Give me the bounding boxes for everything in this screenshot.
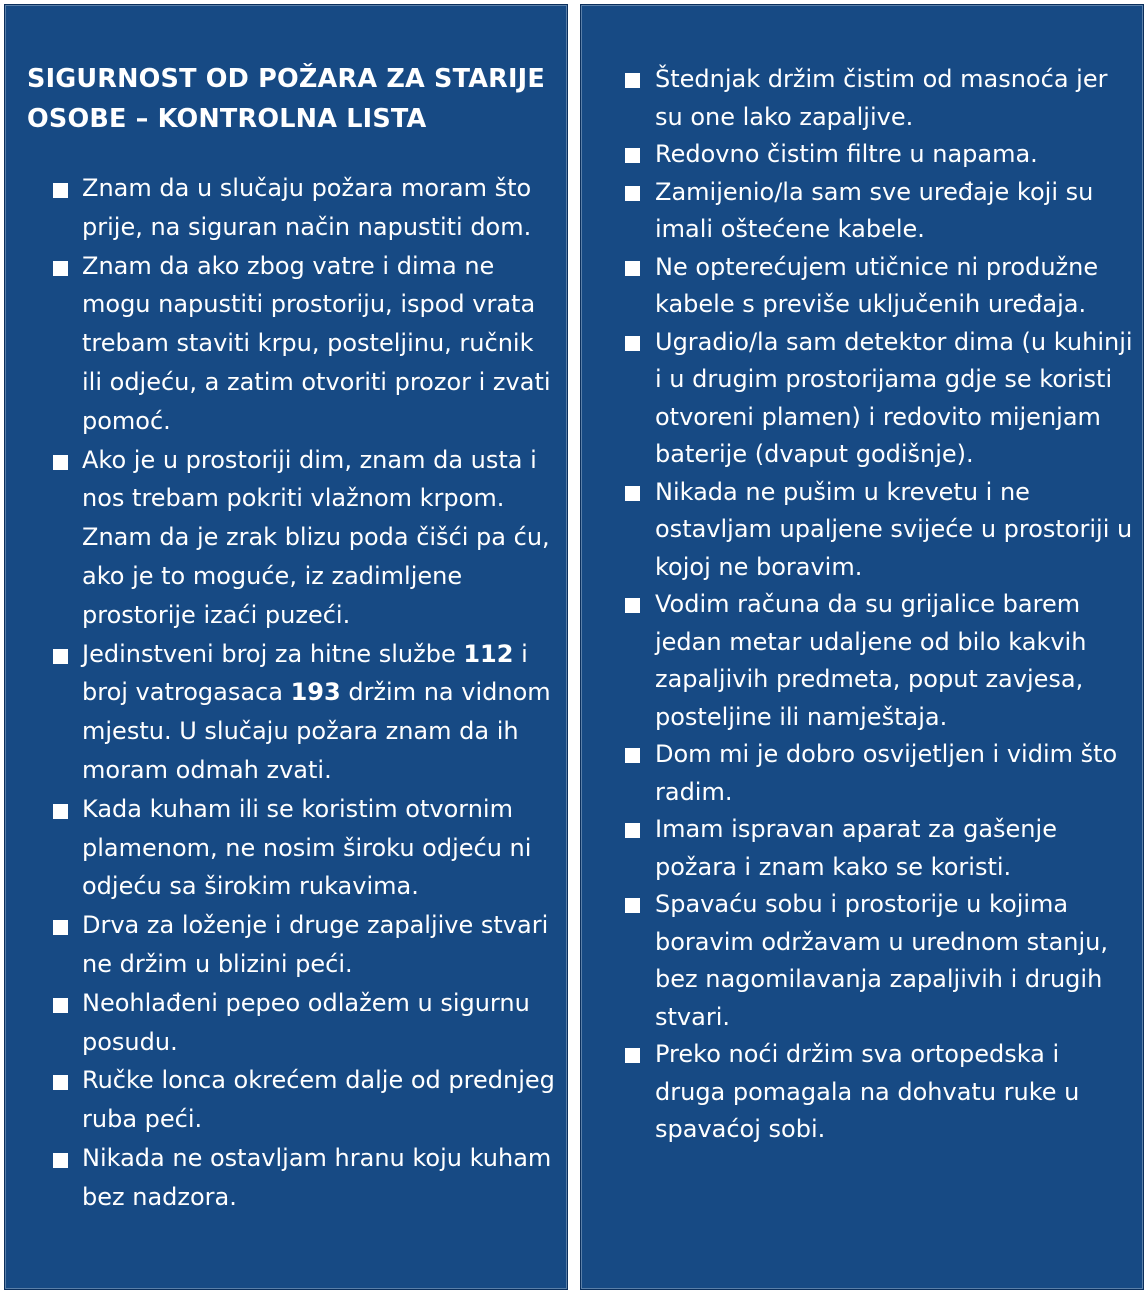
- checklist-item-text: Dom mi je dobro osvijetljen i vidim što radim.: [655, 740, 1118, 806]
- checkbox-square-icon[interactable]: [625, 748, 640, 763]
- checklist-item-text: Zamijenio/la sam sve uređaje koji su imali oštećene kabele.: [655, 177, 1094, 243]
- checklist-item: [619, 249, 1133, 324]
- checkbox-square-icon[interactable]: [53, 649, 68, 664]
- checklist-item: [47, 441, 557, 635]
- checkbox-square-icon[interactable]: [625, 598, 640, 613]
- checkbox-square-icon[interactable]: [625, 898, 640, 913]
- checklist-item-text: Spavaću sobu i prostorije u kojima boravim održavam u urednom stanju, bez nagomilavanja zapaljivih i drugih stvari.: [655, 890, 1109, 1031]
- checklist-item: [619, 736, 1133, 811]
- checklist-item: [47, 1061, 557, 1139]
- checklist-item-text: Znam da ako zbog vatre i dima ne mogu napustiti prostoriju, ispod vrata trebam staviti krpu, posteljinu, ručnik ili odjeću, a zatim otvoriti prozor i zvati pomoć.: [82, 251, 551, 435]
- left-checklist-panel: [4, 4, 568, 1290]
- checklist-item-text: Redovno čistim filtre u napama.: [655, 140, 1038, 168]
- checklist-item-text: Kada kuham ili se koristim otvornim plamenom, ne nosim široku odjeću ni odjeću sa širokim rukavima.: [82, 794, 532, 901]
- checklist-item-text: Nikada ne pušim u krevetu i ne ostavljam upaljene svijeće u prostoriji u kojoj ne boravim.: [655, 477, 1133, 581]
- checkbox-square-icon[interactable]: [625, 186, 640, 201]
- checkbox-square-icon[interactable]: [625, 73, 640, 88]
- checkbox-square-icon[interactable]: [53, 998, 68, 1013]
- checklist-item-text: Ako je u prostoriji dim, znam da usta i nos trebam pokriti vlažnom krpom. Znam da je zrak blizu poda čišći pa ću, ako je to moguće, iz zadimljene prostorije izaći puzeći.: [82, 445, 550, 629]
- right-checklist-panel: [580, 4, 1144, 1290]
- checklist-item: [619, 174, 1133, 249]
- checklist-item: [47, 906, 557, 984]
- checklist-item-text: Ručke lonca okrećem dalje od prednjeg ruba peći.: [82, 1066, 555, 1134]
- checklist-item: [619, 324, 1133, 474]
- checklist-item-text: Drva za loženje i druge zapaljive stvari ne držim u blizini peći.: [82, 911, 549, 978]
- checkbox-square-icon[interactable]: [625, 148, 640, 163]
- checkbox-square-icon[interactable]: [53, 1075, 68, 1090]
- checkbox-square-icon[interactable]: [625, 1048, 640, 1063]
- checkbox-square-icon[interactable]: [625, 486, 640, 501]
- checklist-item-text: držim na vidnom mjestu. U slučaju požara znam da ih moram odmah zvati.: [82, 678, 551, 784]
- checklist-item-text: Ne opterećujem utičnice ni produžne kabele s previše uključenih uređaja.: [655, 252, 1099, 318]
- checkbox-square-icon[interactable]: [625, 823, 640, 838]
- checklist-item: [619, 811, 1133, 886]
- checklist-item: [47, 169, 557, 247]
- checklist-item: [47, 790, 557, 906]
- checklist-title: SIGURNOST OD POŽARA ZA STARIJE OSOBE – KONTROLNA LISTA: [27, 64, 545, 134]
- checklist-item-text: Znam da u slučaju požara moram što prije, na siguran način napustiti dom.: [82, 174, 532, 241]
- checklist-item-text: Neohlađeni pepeo odlažem u sigurnu posudu.: [82, 988, 530, 1056]
- checklist-item-text: i broj vatrogasaca: [82, 639, 528, 707]
- checklist-item: [619, 886, 1133, 1036]
- emergency-number: 112: [463, 639, 514, 668]
- checkbox-square-icon[interactable]: [53, 920, 68, 935]
- checklist-item-text: Štednjak držim čistim od masnoća jer su one lako zapaljive.: [655, 65, 1108, 131]
- checklist-item: [619, 136, 1133, 174]
- checklist-item-text: Jedinstveni broj za hitne službe: [82, 639, 464, 668]
- checkbox-square-icon[interactable]: [53, 183, 68, 198]
- checkbox-square-icon[interactable]: [53, 455, 68, 470]
- checklist-item: [47, 1139, 557, 1217]
- checklist-item-text: Vodim računa da su grijalice barem jedan metar udaljene od bilo kakvih zapaljivih predmeta, poput zavjesa, posteljine ili namještaja.: [655, 590, 1087, 731]
- checklist-item: [47, 984, 557, 1062]
- checklist-item: [47, 247, 557, 441]
- checklist-item: [619, 586, 1133, 736]
- checkbox-square-icon[interactable]: [53, 1153, 68, 1168]
- checkbox-square-icon[interactable]: [53, 804, 68, 819]
- checklist-item-text: Nikada ne ostavljam hranu koju kuham bez nadzora.: [82, 1143, 552, 1211]
- firefighters-number: 193: [290, 678, 341, 707]
- checklist-item: [47, 635, 557, 790]
- checkbox-square-icon[interactable]: [53, 261, 68, 276]
- checklist-item: [619, 474, 1133, 587]
- checklist-item-text: Ugradio/la sam detektor dima (u kuhinji i u drugim prostorijama gdje se koristi otvoreni plamen) i redovito mijenjam baterije (dvaput godišnje).: [655, 327, 1133, 468]
- checkbox-square-icon[interactable]: [625, 336, 640, 351]
- checklist-item: [619, 61, 1133, 136]
- checkbox-square-icon[interactable]: [625, 261, 640, 276]
- left-checklist: [47, 169, 557, 1217]
- checklist-item: [619, 1036, 1133, 1149]
- checklist-item-text: Imam ispravan aparat za gašenje požara i znam kako se koristi.: [655, 815, 1057, 881]
- right-checklist: [619, 61, 1133, 1149]
- checklist-item-text: Preko noći držim sva ortopedska i druga pomagala na dohvatu ruke u spavaćoj sobi.: [655, 1040, 1080, 1143]
